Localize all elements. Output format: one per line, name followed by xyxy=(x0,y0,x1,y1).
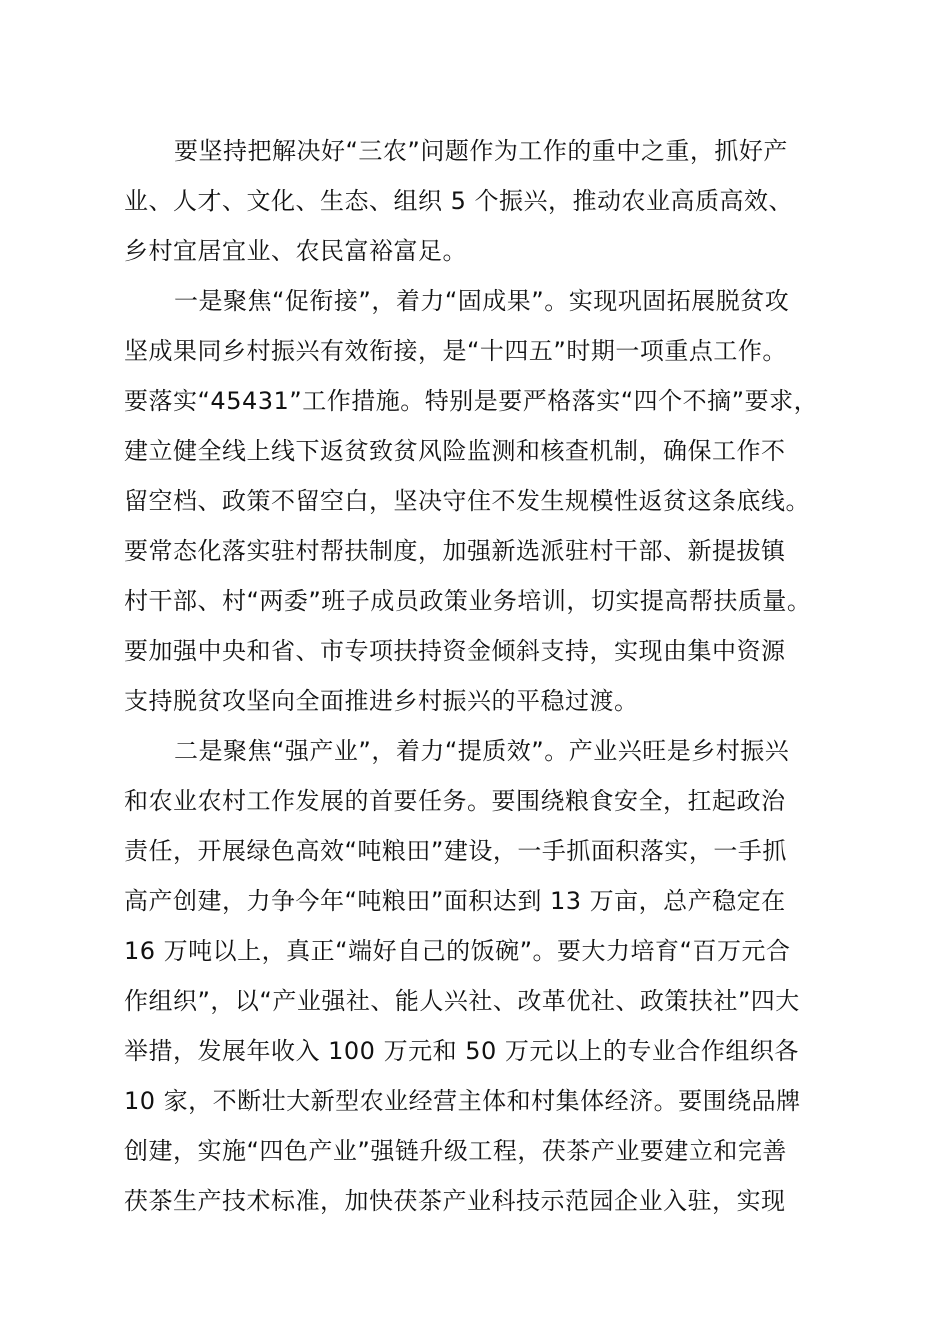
paragraph-3-line-3: 责任，开展绿色高效“吨粮田”建设，一手抓面积落实，一手抓 xyxy=(124,837,787,865)
paragraph-2-line-6: 要常态化落实驻村帮扶制度，加强新选派驻村干部、新提拔镇 xyxy=(124,537,786,565)
paragraph-3-line-1: 二是聚焦“强产业”，着力“提质效”。产业兴旺是乡村振兴 xyxy=(174,737,790,765)
paragraph-1-line-2: 业、人才、文化、生态、组织 5 个振兴，推动农业高质高效、 xyxy=(124,187,794,215)
paragraph-3-line-6: 作组织”，以“产业强社、能人兴社、改革优社、政策扶社”四大 xyxy=(124,987,800,1015)
paragraph-2-line-5: 留空档、政策不留空白，坚决守住不发生规模性返贫这条底线。 xyxy=(124,487,810,515)
paragraph-2-line-2: 坚成果同乡村振兴有效衔接，是“十四五”时期一项重点工作。 xyxy=(124,337,787,365)
paragraph-3-line-5: 16 万吨以上，真正“端好自己的饭碗”。要大力培育“百万元合 xyxy=(124,937,791,965)
paragraph-1-line-3: 乡村宜居宜业、农民富裕富足。 xyxy=(124,237,467,265)
paragraph-2-line-4: 建立健全线上线下返贫致贫风险监测和核查机制，确保工作不 xyxy=(124,437,786,465)
paragraph-3-line-8: 10 家，不断壮大新型农业经营主体和村集体经济。要围绕品牌 xyxy=(124,1087,801,1115)
paragraph-3-line-10: 茯茶生产技术标准，加快茯茶产业科技示范园企业入驻，实现 xyxy=(124,1187,786,1215)
paragraph-3-line-9: 创建，实施“四色产业”强链升级工程，茯茶产业要建立和完善 xyxy=(124,1137,787,1165)
paragraph-2-line-8: 要加强中央和省、市专项扶持资金倾斜支持，实现由集中资源 xyxy=(124,637,786,665)
paragraph-2-line-3: 要落实“45431”工作措施。特别是要严格落实“四个不摘”要求， xyxy=(124,387,819,415)
paragraph-2-line-1: 一是聚焦“促衔接”，着力“固成果”。实现巩固拓展脱贫攻 xyxy=(174,287,790,315)
paragraph-3-line-2: 和农业农村工作发展的首要任务。要围绕粮食安全，扛起政治 xyxy=(124,787,786,815)
paragraph-3-line-7: 举措，发展年收入 100 万元和 50 万元以上的专业合作组织各 xyxy=(124,1037,799,1065)
paragraph-3-line-4: 高产创建，力争今年“吨粮田”面积达到 13 万亩，总产稳定在 xyxy=(124,887,786,915)
paragraph-2-line-7: 村干部、村“两委”班子成员政策业务培训，切实提高帮扶质量。 xyxy=(124,587,812,615)
paragraph-1-line-1: 要坚持把解决好“三农”问题作为工作的重中之重，抓好产 xyxy=(174,137,788,165)
paragraph-2-line-9: 支持脱贫攻坚向全面推进乡村振兴的平稳过渡。 xyxy=(124,687,639,715)
